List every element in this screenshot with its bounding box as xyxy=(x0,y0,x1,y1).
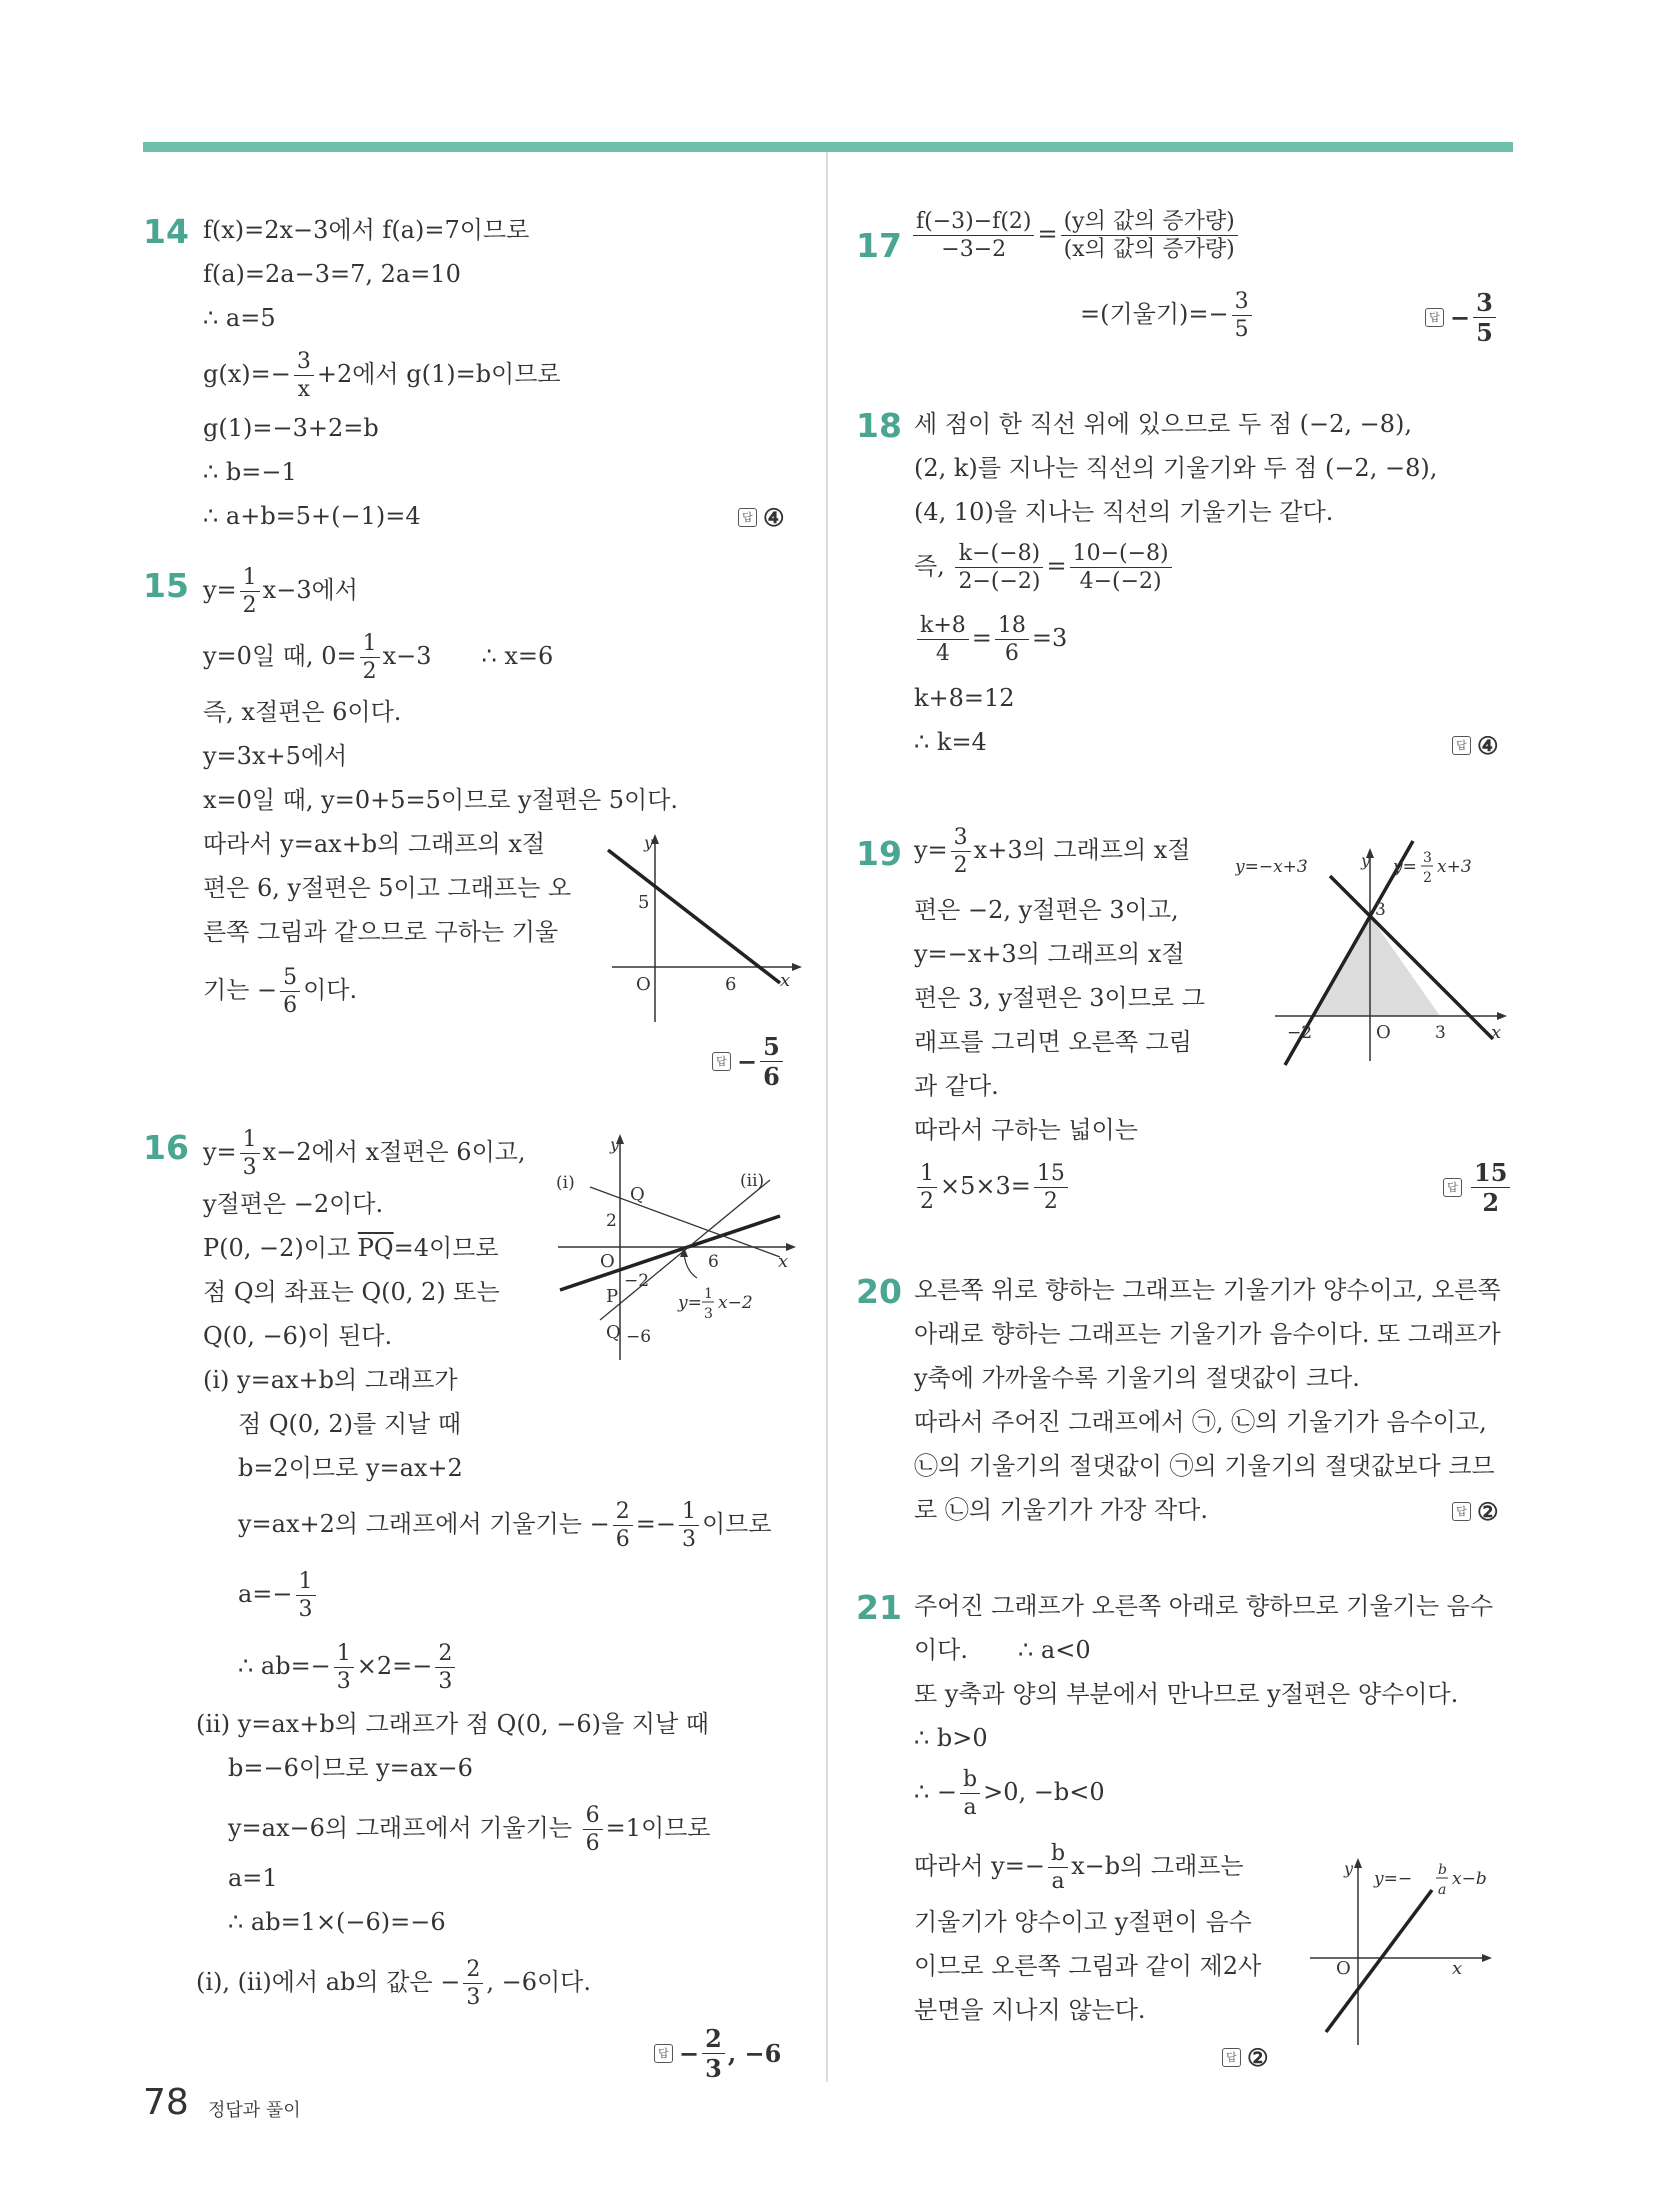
page-number: 78 xyxy=(143,2082,189,2123)
answer-mark: 답 xyxy=(738,508,757,527)
x-axis-arrow xyxy=(786,1243,796,1251)
solution-line: k+8=12 xyxy=(914,684,1015,712)
graph-21 xyxy=(1300,1850,1520,2050)
solution-line: y=ax+2의 그래프에서 기울기는 − $\frac{2}{6}$ =− $\frac{1}{3}$ 이므로 xyxy=(238,1499,772,1553)
solution-line: 또 y축과 양의 부분에서 만나므로 y절편은 양수이다. xyxy=(914,1680,1459,1708)
solution-line: 른쪽 그림과 같으므로 구하는 기울 xyxy=(203,918,559,946)
origin-label: O xyxy=(636,974,651,995)
solution-line: 이므로 오른쪽 그림과 같이 제2사 xyxy=(914,1952,1262,1980)
eq-suffix: x−b xyxy=(1452,1869,1487,1889)
answer: 답 − $\frac{3}{5}$ xyxy=(1425,290,1499,345)
point-p: P xyxy=(606,1286,619,1307)
problem-number: 15 xyxy=(143,566,189,605)
solution-line: b=−6이므로 y=ax−6 xyxy=(228,1754,473,1782)
solution-line: 즉, $\frac{k-(-8)}{2-(-2)}$ = $\frac{10-(-8)}{4-(-2)}$ xyxy=(914,542,1175,593)
answer: 답 − $\frac{5}{6}$ xyxy=(712,1034,786,1089)
x-axis-arrow xyxy=(792,963,802,971)
solution-line: f(a)=2a−3=7, 2a=10 xyxy=(203,260,461,288)
solution-line: 점 Q(0, 2)를 지날 때 xyxy=(238,1410,462,1438)
problem-number: 18 xyxy=(856,406,902,445)
graph-line-y-1-3x-2 xyxy=(560,1216,780,1290)
eq-suffix: x+3 xyxy=(1437,857,1472,877)
answer: 답 ② xyxy=(1452,1496,1499,1526)
solution-line: y=−x+3의 그래프의 x절 xyxy=(914,940,1185,968)
y-intercept-label: 5 xyxy=(638,892,650,913)
solution-line: x=0일 때, y=0+5=5이므로 y절편은 5이다. xyxy=(203,786,679,814)
x-label: x xyxy=(1491,1022,1502,1043)
tick-3: 3 xyxy=(1435,1023,1446,1043)
solution-line: $\frac{f(-3)-f(2)}{-3-2}$ = $\frac{\text{(y의 값의 증가량)}}{\text{(x의 값의 증가량)}}$ xyxy=(910,210,1241,261)
graph-19 xyxy=(1235,836,1520,1066)
x-axis-arrow xyxy=(1482,1954,1492,1962)
eq-numerator: b xyxy=(1438,1862,1447,1878)
y-label: y xyxy=(610,1135,620,1154)
solution-line: a=− $\frac{1}{3}$ xyxy=(238,1570,319,1621)
solution-line: 오른쪽 위로 향하는 그래프는 기울기가 양수이고, 오른쪽 xyxy=(914,1276,1501,1304)
solution-line: b=2이므로 y=ax+2 xyxy=(238,1454,463,1482)
origin-label: O xyxy=(1336,1958,1351,1979)
solution-line: 주어진 그래프가 오른쪽 아래로 향하므로 기울기는 음수 xyxy=(914,1592,1494,1620)
answer-mark: 답 xyxy=(1452,1502,1471,1521)
solution-line: y= $\frac{1}{3}$ x−2에서 x절편은 6이고, xyxy=(203,1127,526,1181)
point-q-top: Q xyxy=(630,1184,645,1205)
solution-line: 기는 − $\frac{5}{6}$ 이다. xyxy=(203,965,358,1019)
solution-line: g(1)=−3+2=b xyxy=(203,414,379,442)
answer: 답 ④ xyxy=(738,502,785,532)
solution-line: ㉡의 기울기의 절댓값이 ㉠의 기울기의 절댓값보다 크므 xyxy=(914,1452,1495,1480)
eq-numerator: 1 xyxy=(704,1286,713,1302)
solution-line: 아래로 향하는 그래프는 기울기가 음수이다. 또 그래프가 xyxy=(914,1320,1501,1348)
solution-line: 편은 6, y절편은 5이고 그래프는 오 xyxy=(203,874,572,902)
origin-label: O xyxy=(600,1251,615,1272)
tick-minus-6: −6 xyxy=(626,1327,652,1347)
eq-numerator: 3 xyxy=(1423,850,1432,866)
line-label-ii: (ii) xyxy=(740,1171,765,1191)
answer-mark: 답 xyxy=(654,2044,673,2063)
solution-line: =(기울기)=− $\frac{3}{5}$ xyxy=(1080,290,1255,341)
x-label: x xyxy=(778,1251,789,1272)
solution-line: 따라서 y=ax+b의 그래프의 x절 xyxy=(203,830,546,858)
answer-mark: 답 xyxy=(1425,308,1444,327)
graph-16 xyxy=(550,1130,800,1370)
solution-line: 분면을 지나지 않는다. xyxy=(914,1996,1146,2024)
problem-number: 17 xyxy=(856,226,902,265)
solution-line: ∴ k=4 xyxy=(914,728,987,756)
problem-number: 14 xyxy=(143,212,189,251)
problem-number: 16 xyxy=(143,1128,189,1167)
solution-line: P(0, −2)이고 $\overline{PQ}=4$이므로 xyxy=(203,1234,499,1262)
eq-y-prefix: y=− xyxy=(1374,1869,1413,1889)
tick-2: 2 xyxy=(606,1211,617,1231)
solution-line: 래프를 그리면 오른쪽 그림 xyxy=(914,1028,1192,1056)
eq-label-1: y=−x+3 xyxy=(1235,857,1308,877)
answer-mark: 답 xyxy=(712,1052,731,1071)
solution-line: Q(0, −6)이 된다. xyxy=(203,1322,393,1350)
eq-y-prefix: y= xyxy=(1393,857,1417,877)
eq-suffix: x−2 xyxy=(718,1293,753,1313)
solution-line: 즉, x절편은 6이다. xyxy=(203,698,402,726)
graph-line xyxy=(608,850,780,983)
solution-line: 기울기가 양수이고 y절편이 음수 xyxy=(914,1908,1252,1936)
answer: 답 $\frac{15}{2}$ xyxy=(1443,1160,1513,1215)
tick-minus-2: −2 xyxy=(1287,1023,1313,1043)
solution-line: ∴ b>0 xyxy=(914,1724,988,1752)
graph-15 xyxy=(600,830,810,1030)
answer: 답 − $\frac{2}{3}$ , −6 xyxy=(654,2026,781,2081)
answer-mark: 답 xyxy=(1452,736,1471,755)
solution-line: ∴ ab=1×(−6)=−6 xyxy=(228,1908,446,1936)
x-label: x xyxy=(780,970,791,991)
solution-line: ∴ ab=− $\frac{1}{3}$ ×2=− $\frac{2}{3}$ xyxy=(238,1642,458,1693)
solution-line: 편은 −2, y절편은 3이고, xyxy=(914,896,1179,924)
column-divider xyxy=(826,152,828,2082)
solution-line: ∴ a+b=5+(−1)=4 xyxy=(203,502,421,530)
section-label: 정답과 풀이 xyxy=(208,2100,301,2121)
eq-denominator: 2 xyxy=(1423,870,1432,886)
solution-line: (2, k)를 지나는 직선의 기울기와 두 점 (−2, −8), xyxy=(914,454,1438,482)
y-label: y xyxy=(1361,851,1371,870)
solution-line: y=3x+5에서 xyxy=(203,742,348,770)
solution-line: g(x)=− $\frac{3}{x}$ +2에서 g(1)=b이므로 xyxy=(203,349,561,403)
solution-line: (i), (ii)에서 ab의 값은 − $\frac{2}{3}$ , −6이다. xyxy=(196,1957,591,2011)
solution-line: f(x)=2x−3에서 f(a)=7이므로 xyxy=(203,216,530,244)
eq-y-prefix: y= xyxy=(678,1293,702,1313)
solution-line: ∴ a=5 xyxy=(203,304,276,332)
x-intercept-label: 6 xyxy=(725,974,737,995)
eq-denominator: 3 xyxy=(704,1306,713,1322)
problem-number: 20 xyxy=(856,1272,902,1311)
eq-denominator: a xyxy=(1438,1882,1447,1898)
solution-line: $\frac{k+8}{4}$ = $\frac{18}{6}$ =3 xyxy=(914,614,1067,665)
solution-line: (4, 10)을 지나는 직선의 기울기는 같다. xyxy=(914,498,1334,526)
solution-line: y축에 가까울수록 기울기의 절댓값이 크다. xyxy=(914,1364,1360,1392)
line-label-i: (i) xyxy=(556,1173,575,1193)
tick-minus-2: −2 xyxy=(624,1271,650,1291)
answer-mark: 답 xyxy=(1222,2048,1241,2067)
solution-line: y절편은 −2이다. xyxy=(203,1190,384,1218)
top-accent-bar xyxy=(143,142,1513,152)
solution-line: $\frac{1}{2}$ ×5×3= $\frac{15}{2}$ xyxy=(914,1162,1071,1213)
x-label: x xyxy=(1452,1958,1463,1979)
y-label: y xyxy=(1344,1859,1354,1878)
tick-6: 6 xyxy=(708,1252,719,1272)
solution-line: 과 같다. xyxy=(914,1072,999,1100)
solution-line: 점 Q의 좌표는 Q(0, 2) 또는 xyxy=(203,1278,500,1306)
y-intercept-label: 3 xyxy=(1375,900,1386,920)
problem-number: 19 xyxy=(856,834,902,873)
solution-line: y=0일 때, 0= $\frac{1}{2}$ x−3 ∴ x=6 xyxy=(203,631,554,685)
answer: 답 ④ xyxy=(1452,730,1499,760)
problem-number: 21 xyxy=(856,1588,902,1627)
solution-line: ∴ − $\frac{b}{a}$ >0, −b<0 xyxy=(914,1767,1105,1821)
solution-line: 이다. ∴ a<0 xyxy=(914,1636,1091,1664)
point-q-bottom: Q xyxy=(606,1322,621,1343)
y-label: y xyxy=(644,833,654,852)
solution-line: 세 점이 한 직선 위에 있으므로 두 점 (−2, −8), xyxy=(914,410,1412,438)
answer-mark: 답 xyxy=(1443,1178,1462,1197)
solution-line: 따라서 구하는 넓이는 xyxy=(914,1116,1138,1144)
solution-line: a=1 xyxy=(228,1864,278,1892)
solution-line: ∴ b=−1 xyxy=(203,458,297,486)
solution-line: 따라서 주어진 그래프에서 ㉠, ㉡의 기울기가 음수이고, xyxy=(914,1408,1487,1436)
solution-line: (i) y=ax+b의 그래프가 xyxy=(203,1366,458,1394)
x-axis-arrow xyxy=(1497,1012,1507,1020)
answer: 답 ② xyxy=(1222,2042,1269,2072)
solution-line: y= $\frac{3}{2}$ x+3의 그래프의 x절 xyxy=(914,825,1191,879)
solution-line: (ii) y=ax+b의 그래프가 점 Q(0, −6)을 지날 때 xyxy=(196,1710,709,1738)
solution-line: 로 ㉡의 기울기가 가장 작다. xyxy=(914,1496,1208,1524)
solution-line: y=ax−6의 그래프에서 기울기는 $\frac{6}{6}$ =1이므로 xyxy=(228,1803,711,1857)
origin-label: O xyxy=(1376,1022,1391,1043)
solution-line: y= $\frac{1}{2}$ x−3에서 xyxy=(203,565,358,619)
solution-line: 따라서 y=− $\frac{b}{a}$ x−b의 그래프는 xyxy=(914,1841,1244,1895)
solution-line: 편은 3, y절편은 3이므로 그 xyxy=(914,984,1205,1012)
y-axis-arrow xyxy=(1354,1858,1362,1868)
